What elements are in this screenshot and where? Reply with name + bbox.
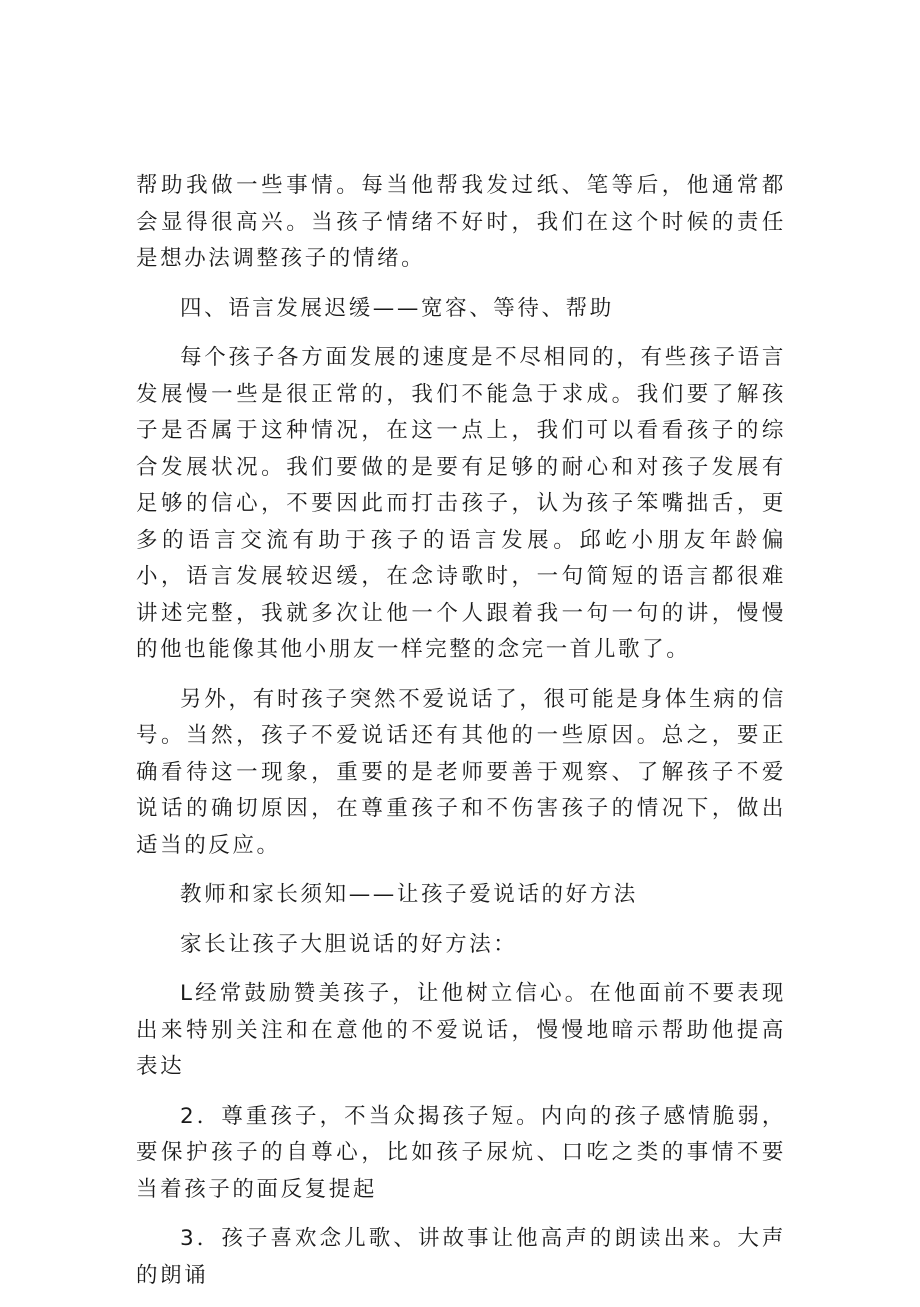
paragraph-language-development: 每个孩子各方面发展的速度是不尽相同的，有些孩子语言发展慢一些是很正常的，我们不能急于求成。我们要了解孩子是否属于这种情况，在这一点上，我们可以看看孩子的综合发展状况。我们要做的是要有足够的耐心和对孩子发展有足够的信心，不要因此而打击孩子，认为孩子笨嘴拙舌，更多的语言交流有助于孩子的语言发展。邱屹小朋友年龄偏小，语言发展较迟缓，在念诗歌时，一句简短的语言都很难讲述完整，我就多次让他一个人跟着我一句一句的讲，慢慢的他也能像其他小朋友一样完整的念完一首儿歌了。 xyxy=(136,345,786,662)
paragraph-not-talking-reasons: 另外，有时孩子突然不爱说话了，很可能是身体生病的信号。当然，孩子不爱说话还有其他的一些原因。总之，要正确看待这一现象，重要的是老师要善于观察、了解孩子不爱说话的确切原因，在尊重孩子和不伤害孩子的情况下，做出适当的反应。 xyxy=(136,686,786,858)
section-heading-tips: 教师和家长须知——让孩子爱说话的好方法 xyxy=(180,882,638,907)
list-item-read-aloud: 3．孩子喜欢念儿歌、讲故事让他高声的朗读出来。大声的朗诵 xyxy=(136,1226,786,1288)
list-item-respect: 2．尊重孩子，不当众揭孩子短。内向的孩子感情脆弱，要保护孩子的自尊心，比如孩子尿炕、口吃之类的事情不要当着孩子的面反复提起 xyxy=(136,1103,786,1202)
list-item-encourage: L经常鼓励赞美孩子，让他树立信心。在他面前不要表现出来特别关注和在意他的不爱说话，慢慢地暗示帮助他提高表达 xyxy=(136,981,786,1079)
paragraph-emotion-end: 帮助我做一些事情。每当他帮我发过纸、笔等后，他通常都会显得很高兴。当孩子情绪不好时，我们在这个时候的责任是想办法调整孩子的情绪。 xyxy=(136,173,786,271)
document-body xyxy=(136,168,786,1307)
subheading-parent-methods: 家长让孩子大胆说话的好方法： xyxy=(180,931,518,957)
section-heading-language-delay: 四、语言发展迟缓——宽容、等待、帮助 xyxy=(180,295,614,321)
